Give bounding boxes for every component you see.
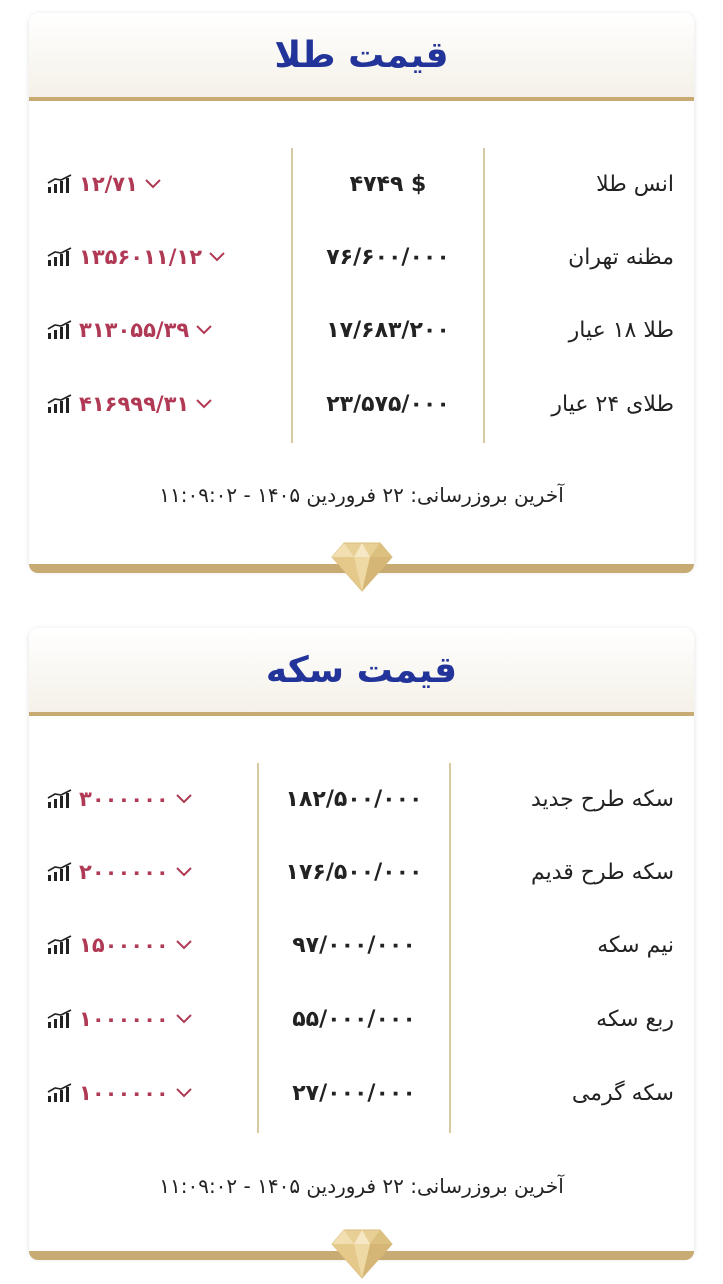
last-update-text: آخرین بروزرسانی: ۲۲ فروردین ۱۴۰۵ - ۱۱:۰۹:۰۲ bbox=[159, 1174, 564, 1198]
table-row bbox=[29, 164, 694, 204]
change-value: ۴۱۶۹۹۹/۳۱ bbox=[79, 392, 190, 416]
item-name: ربع سکه bbox=[596, 1006, 674, 1032]
change-value: ۳۱۳۰۵۵/۳۹ bbox=[79, 318, 190, 342]
change-value: ۲۰۰۰۰۰۰ bbox=[79, 860, 169, 884]
item-change bbox=[47, 999, 193, 1039]
table-row bbox=[29, 384, 694, 424]
item-price: ۷۶/۶۰۰/۰۰۰ bbox=[326, 244, 450, 270]
change-value: ۳۰۰۰۰۰۰ bbox=[79, 787, 169, 811]
bar-chart-icon[interactable] bbox=[47, 247, 73, 267]
item-name: سکه گرمی bbox=[571, 1080, 674, 1106]
bar-chart-icon[interactable] bbox=[47, 1009, 73, 1029]
item-name: سکه طرح جدید bbox=[530, 786, 674, 812]
table-row bbox=[29, 779, 694, 819]
chevron-down-icon bbox=[195, 324, 213, 336]
bar-chart-icon[interactable] bbox=[47, 1083, 73, 1103]
chevron-down-icon bbox=[175, 939, 193, 951]
chevron-down-icon bbox=[195, 398, 213, 410]
item-name: انس طلا bbox=[596, 171, 674, 197]
item-change bbox=[47, 310, 213, 350]
last-update-text: آخرین بروزرسانی: ۲۲ فروردین ۱۴۰۵ - ۱۱:۰۹:۰۲ bbox=[159, 483, 564, 507]
item-change bbox=[47, 164, 162, 204]
item-price: ۲۷/۰۰۰/۰۰۰ bbox=[292, 1080, 416, 1106]
item-change bbox=[47, 1073, 193, 1113]
item-change bbox=[47, 925, 193, 965]
chevron-down-icon bbox=[175, 866, 193, 878]
gold-card-title: قیمت طلا bbox=[274, 34, 449, 76]
table-row bbox=[29, 1073, 694, 1113]
item-price: ۵۵/۰۰۰/۰۰۰ bbox=[292, 1006, 416, 1032]
diamond-icon bbox=[330, 541, 394, 593]
table-row bbox=[29, 310, 694, 350]
item-price: ۱۷/۶۸۳/۲۰۰ bbox=[326, 317, 450, 343]
item-price: ۲۳/۵۷۵/۰۰۰ bbox=[326, 391, 450, 417]
coin-card-header bbox=[29, 628, 694, 716]
item-change bbox=[47, 237, 226, 277]
chevron-down-icon bbox=[175, 1013, 193, 1025]
chevron-down-icon bbox=[144, 178, 162, 190]
gold-price-card bbox=[29, 13, 694, 571]
bar-chart-icon[interactable] bbox=[47, 862, 73, 882]
chevron-down-icon bbox=[175, 793, 193, 805]
coin-card-title: قیمت سکه bbox=[265, 649, 458, 691]
change-value: ۱۰۰۰۰۰۰ bbox=[79, 1007, 169, 1031]
chevron-down-icon bbox=[208, 251, 226, 263]
item-price: ۹۷/۰۰۰/۰۰۰ bbox=[292, 932, 416, 958]
table-row bbox=[29, 925, 694, 965]
item-name: سکه طرح قدیم bbox=[530, 859, 674, 885]
change-value: ۱۰۰۰۰۰۰ bbox=[79, 1081, 169, 1105]
chevron-down-icon bbox=[175, 1087, 193, 1099]
item-change bbox=[47, 779, 193, 819]
table-row bbox=[29, 999, 694, 1039]
item-price: ۱۷۶/۵۰۰/۰۰۰ bbox=[285, 859, 423, 885]
change-value: ۱۲/۷۱ bbox=[79, 172, 138, 196]
bar-chart-icon[interactable] bbox=[47, 789, 73, 809]
bar-chart-icon[interactable] bbox=[47, 394, 73, 414]
change-value: ۱۳۵۶۰۱۱/۱۲ bbox=[79, 245, 203, 269]
table-row bbox=[29, 852, 694, 892]
bar-chart-icon[interactable] bbox=[47, 935, 73, 955]
item-change bbox=[47, 852, 193, 892]
gold-card-header bbox=[29, 13, 694, 101]
diamond-icon bbox=[330, 1228, 394, 1280]
item-name: طلای ۲۴ عیار bbox=[551, 391, 674, 417]
item-price: ۱۸۲/۵۰۰/۰۰۰ bbox=[285, 786, 423, 812]
item-name: نیم سکه bbox=[597, 932, 674, 958]
bar-chart-icon[interactable] bbox=[47, 174, 73, 194]
coin-price-card bbox=[29, 628, 694, 1258]
item-price: $ ۴۷۴۹ bbox=[349, 171, 427, 197]
item-name: طلا ۱۸ عیار bbox=[568, 317, 674, 343]
table-row bbox=[29, 237, 694, 277]
bar-chart-icon[interactable] bbox=[47, 320, 73, 340]
item-change bbox=[47, 384, 213, 424]
change-value: ۱۵۰۰۰۰۰ bbox=[79, 933, 169, 957]
item-name: مظنه تهران bbox=[568, 244, 674, 270]
